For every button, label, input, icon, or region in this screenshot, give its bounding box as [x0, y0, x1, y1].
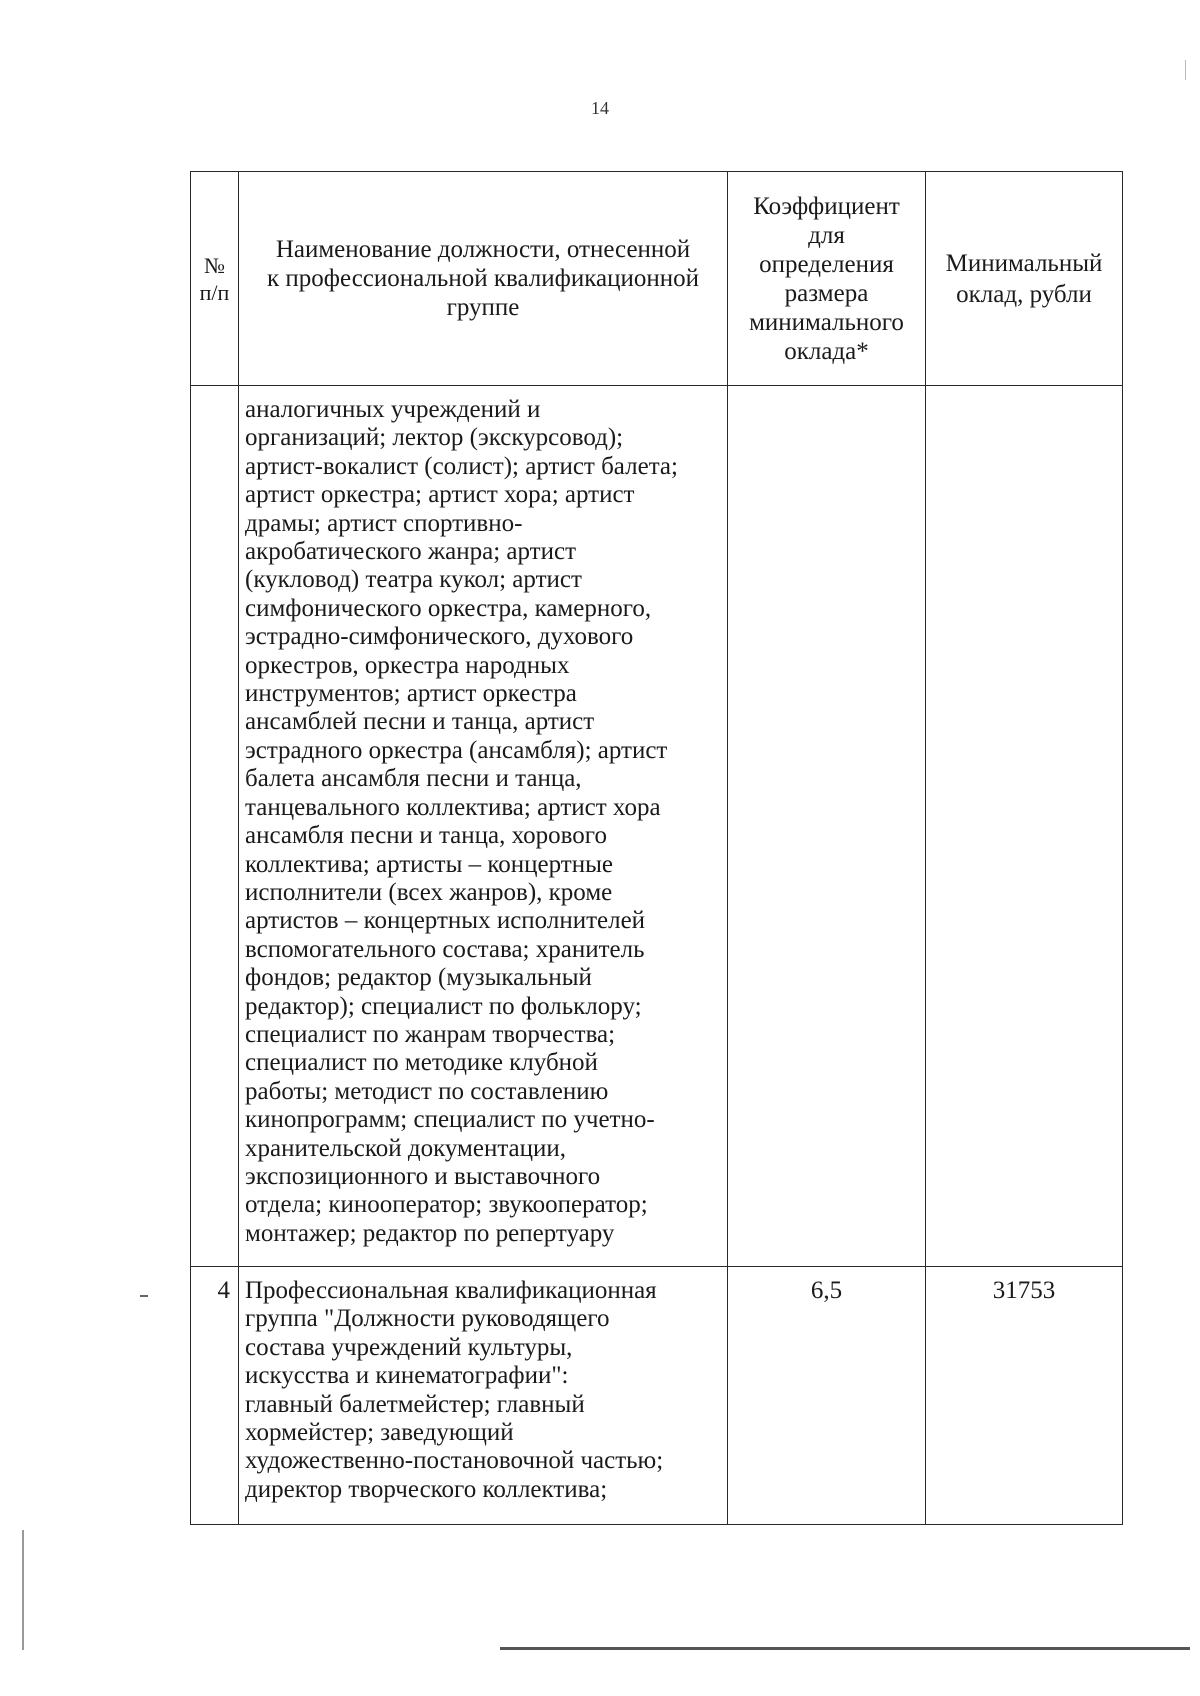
text-line: главный балетмейстер; главный [245, 1390, 585, 1418]
text-line: симфонического оркестра, камерного, [245, 594, 652, 622]
coefficient-cell [728, 386, 926, 1267]
text-line: монтажер; редактор по репертуару [245, 1219, 615, 1247]
header-num [191, 172, 239, 386]
text-line: художественно-постановочной частью; [245, 1447, 664, 1475]
text-line: артист-вокалист (солист); артист балета; [245, 452, 678, 480]
text-line: вспомогательного состава; хранитель [245, 935, 645, 963]
header-coef-line: определения [759, 250, 894, 278]
header-num-line: № [204, 252, 225, 278]
scan-artifact-dot [140, 1295, 148, 1297]
text-line: коллектива; артисты – концертные [245, 850, 613, 878]
text-line: ансамбля песни и танца, хорового [245, 822, 607, 850]
text-line: директор творческого коллектива; [245, 1475, 608, 1503]
header-coef-line: для [808, 221, 845, 249]
header-coef-line: оклада* [784, 337, 869, 365]
header-name-line: к профессиональной квалификационной [267, 265, 699, 292]
text-line: группа "Должности руководящего [245, 1305, 610, 1333]
header-coef-line: размера [784, 279, 869, 307]
text-line: фондов; редактор (музыкальный [245, 964, 592, 992]
text-line: хормейстер; заведующий [245, 1419, 514, 1447]
table-header-row [191, 172, 1123, 386]
text-line: аналогичных учреждений и [245, 396, 541, 423]
text-line: оркестров, оркестра народных [245, 651, 570, 679]
text-line: артист оркестра; артист хора; артист [245, 481, 635, 509]
page-number: 14 [591, 98, 609, 118]
text-line: отдела; кинооператор; звукооператор; [245, 1191, 648, 1219]
header-position-name [239, 172, 728, 386]
text-line: работы; методист по составлению [245, 1077, 609, 1105]
coefficient-cell: 6,5 [728, 1267, 926, 1525]
table-row [191, 1267, 1123, 1525]
row-number [191, 386, 239, 1267]
text-line: редактор); специалист по фольклору; [245, 992, 642, 1020]
text-line: специалист по методике клубной [245, 1049, 598, 1077]
header-coefficient [728, 172, 926, 386]
text-line: ансамблей песни и танца, артист [245, 708, 595, 736]
text-line: артистов – концертных исполнителей [245, 907, 646, 935]
text-line: эстрадно-симфонического, духового [245, 623, 634, 651]
text-line: кинопрограмм; специалист по учетно- [245, 1106, 655, 1134]
header-name-line: группе [446, 294, 520, 321]
position-list [239, 1267, 728, 1525]
table-row [191, 386, 1123, 1267]
text-line: хранительской документации, [245, 1134, 567, 1162]
header-coef-line: Коэффициент [753, 192, 900, 220]
scan-artifact-line [22, 1530, 24, 1650]
text-line: балета ансамбля песни и танца, [245, 765, 582, 793]
text-line: танцевального коллектива; артист хора [245, 793, 661, 821]
salary-table [190, 171, 1123, 1525]
text-line: драмы; артист спортивно- [245, 509, 523, 537]
text-line: экспозиционного и выставочного [245, 1162, 601, 1190]
text-line: специалист по жанрам творчества; [245, 1020, 616, 1048]
text-line: (кукловод) театра кукол; артист [245, 566, 582, 594]
scan-artifact-bar [500, 1647, 1190, 1650]
row-number: 4 [191, 1267, 239, 1525]
header-name-line: Наименование должности, отнесенной [275, 236, 691, 263]
text-line: эстрадного оркестра (ансамбля); артист [245, 736, 668, 764]
position-list [239, 386, 728, 1267]
scan-artifact-line [1185, 60, 1186, 80]
header-salary-line: оклад, рубли [956, 280, 1092, 308]
header-salary-line: Минимальный [945, 249, 1103, 277]
text-line: акробатического жанра; артист [245, 538, 576, 566]
header-coef-line: минимального [749, 308, 904, 336]
text-line: состава учреждений культуры, [245, 1333, 573, 1361]
text-line: инструментов; артист оркестра [245, 680, 577, 708]
min-salary-cell [926, 386, 1123, 1267]
min-salary-cell: 31753 [926, 1267, 1123, 1525]
text-line: искусства и кинематографии": [245, 1362, 569, 1390]
text-line: исполнители (всех жанров), кроме [245, 878, 613, 906]
header-min-salary [926, 172, 1123, 386]
text-line: Профессиональная квалификационная [245, 1277, 657, 1304]
text-line: организаций; лектор (экскурсовод); [245, 424, 624, 452]
header-num-line: п/п [199, 279, 230, 305]
